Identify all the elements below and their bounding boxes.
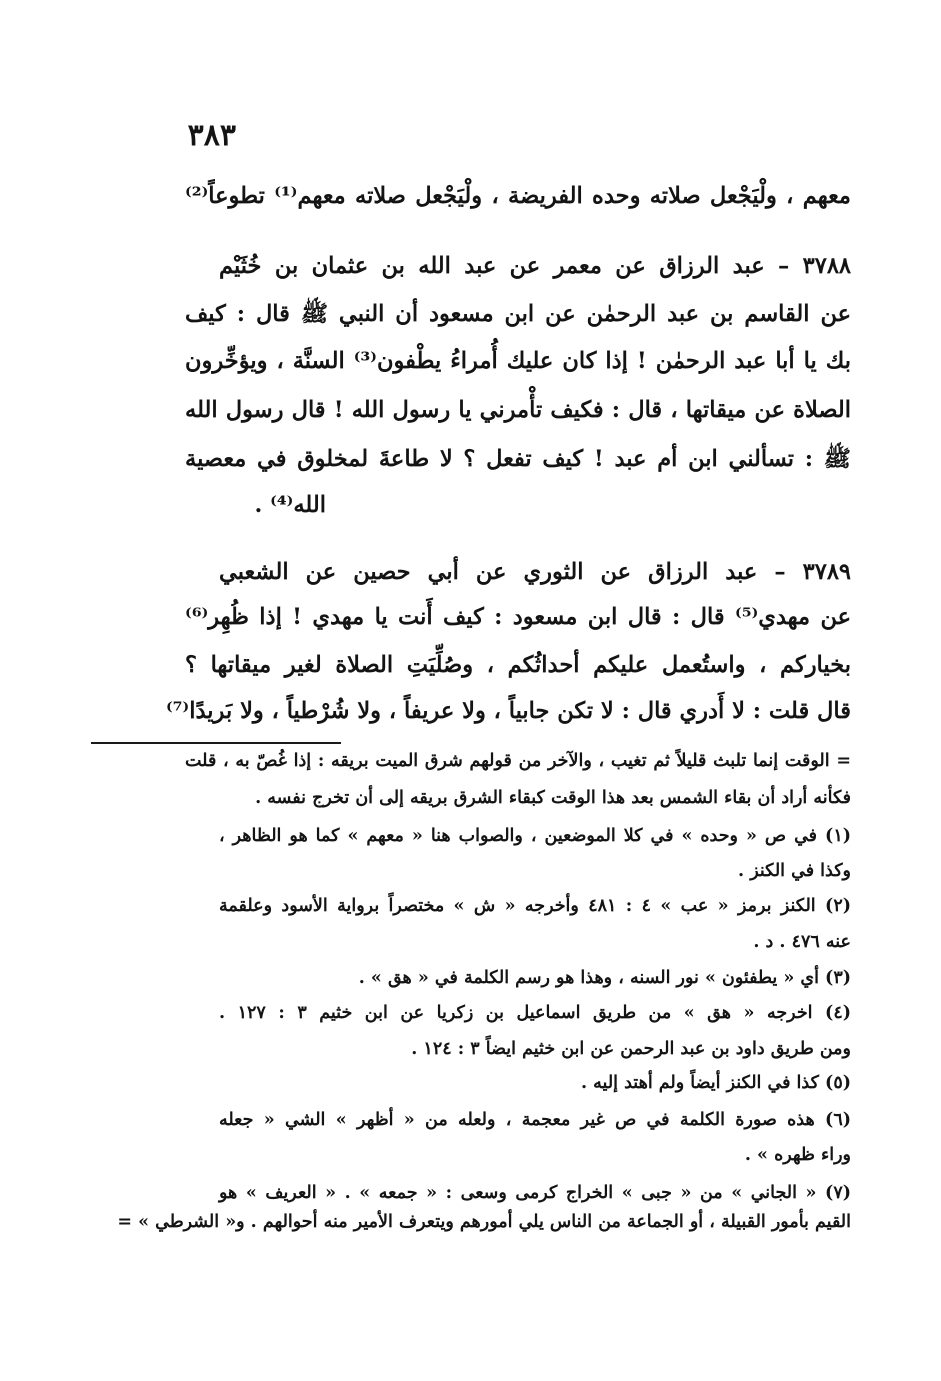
footnote-line: ومن طريق داود بن عبد الرحمن عن ابن خثيم ايضاً ٣ : ١٢٤ .	[411, 1039, 851, 1059]
body-line: عن مهدي⁽⁵⁾ قال : قال ابن مسعود : كيف أَنت يا مهدي ! إذا ظُهِر⁽⁶⁾	[185, 604, 852, 630]
footnote-6: (٦) هذه صورة الكلمة في ص غير معجمة ، ولعله من « أظهر » الشي « جعله	[219, 1110, 851, 1130]
body-line: معهم ، ولْيَجْعل صلاته وحده الفريضة ، ولْيَجْعل صلاته معهم⁽¹⁾ تطوعاً⁽²⁾	[185, 183, 851, 209]
hadith-3788-heading: ٣٧٨٨ – عبد الرزاق عن معمر عن عبد الله بن عثمان بن خُثَيْم	[219, 253, 851, 279]
footnote-line: = الوقت إنما تلبث قليلاً ثم تغيب ، والآخر من قولهم شرق الميت بريقه : إذا غُصّ به ، قلت	[185, 751, 851, 771]
footnote-line: عنه ٤٧٦ . د .	[753, 932, 851, 952]
footnote-line: القيم بأمور القبيلة ، أو الجماعة من الناس يلي أمورهم ويتعرف الأمير منه أحوالهم . و« الشرطي » =	[117, 1212, 851, 1232]
body-line: بك يا أبا عبد الرحمٰن ! إذا كان عليك أُمراءُ يطْفون⁽³⁾ السنَّة ، ويؤخِّرون	[185, 348, 851, 374]
body-line: قال قلت : لا أَدري قال : لا تكن جابياً ، ولا عريفاً ، ولا شُرْطياً ، ولا بَريدًا⁽⁷⁾	[165, 698, 851, 724]
footnote-1: (١) في ص « وحده » في كلا الموضعين ، والصواب هنا « معهم » كما هو الظاهر ،	[219, 826, 851, 846]
body-line: بخياركم ، واستُعمل عليكم أحداثُكم ، وصُلِّيَتِ الصلاة لغير ميقاتها ؟	[185, 652, 851, 678]
page-number: ٣٨٣	[187, 118, 236, 153]
footnote-line: وراء ظهره » .	[744, 1145, 851, 1165]
footnote-5: (٥) كذا في الكنز أيضاً ولم أهتد إليه .	[580, 1073, 851, 1093]
footnote-4: (٤) اخرجه « هق » من طريق اسماعيل بن زكريا عن ابن خثيم ٣ : ١٢٧ .	[219, 1003, 851, 1023]
body-line: ﷺ : تسألني ابن أم عبد ! كيف تفعل ؟ لا طاعةَ لمخلوق في معصية	[185, 446, 851, 472]
footnote-line: وكذا في الكنز .	[738, 861, 851, 881]
hadith-3789-heading: ٣٧٨٩ – عبد الرزاق عن الثوري عن أبي حصين عن الشعبي	[219, 559, 851, 585]
body-line: الله⁽⁴⁾ .	[254, 492, 326, 518]
footnote-7: (٧) « الجاني » من « جبى » الخراج كرمى وسعى : « جمعه » . « العريف » هو	[219, 1183, 851, 1203]
footnote-2: (٢) الكنز برمز « عب » ٤ : ٤٨١ وأخرجه « ش » مختصراً برواية الأسود وعلقمة	[219, 896, 851, 916]
footnote-line: فكأنه أراد أن بقاء الشمس بعد هذا الوقت كبقاء الشرق بريقه إلى أن تخرج نفسه .	[255, 788, 851, 808]
footnote-divider	[91, 742, 341, 744]
body-line: عن القاسم بن عبد الرحمٰن عن ابن مسعود أن النبي ﷺ قال : كيف	[185, 301, 851, 327]
body-line: الصلاة عن ميقاتها ، قال : فكيف تأْمرني يا رسول الله ! قال رسول الله	[185, 397, 851, 423]
footnote-3: (٣) أي « يطفئون » نور السنه ، وهذا هو رسم الكلمة في « هق » .	[358, 968, 851, 988]
